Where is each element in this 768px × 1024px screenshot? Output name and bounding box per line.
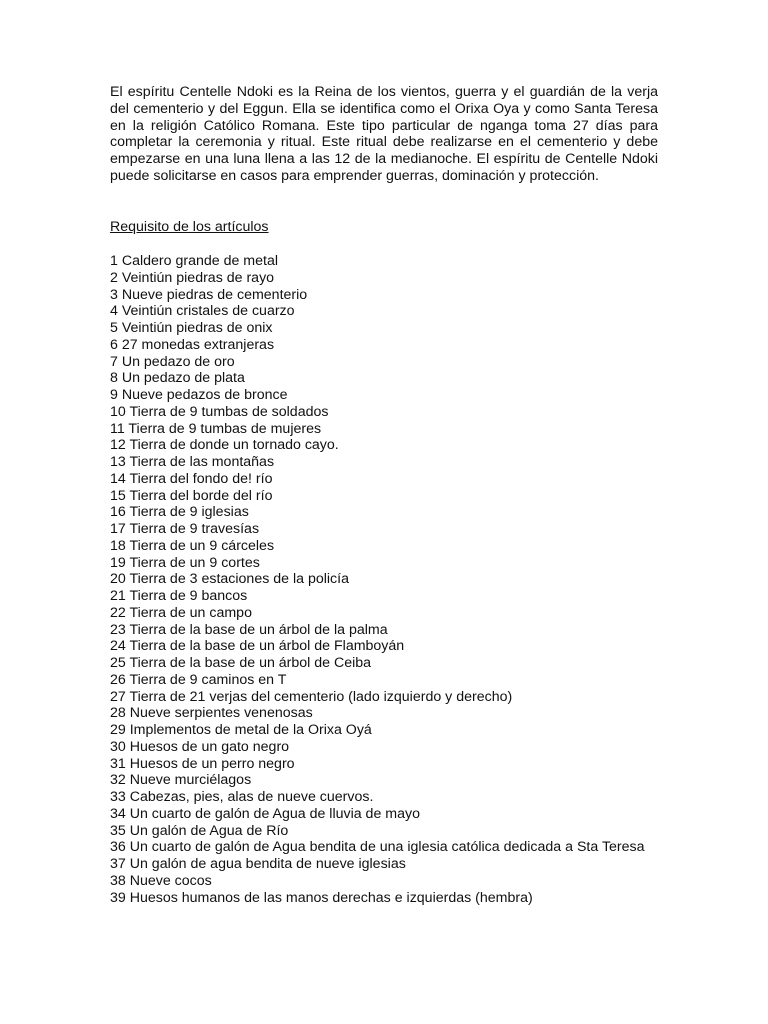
list-item: 31 Huesos de un perro negro bbox=[110, 755, 295, 772]
list-item: 14 Tierra del fondo de! río bbox=[110, 470, 273, 487]
list-item: 10 Tierra de 9 tumbas de soldados bbox=[110, 403, 329, 420]
list-item: 1 Caldero grande de metal bbox=[110, 253, 278, 269]
list-item: 33 Cabezas, pies, alas de nueve cuervos. bbox=[110, 789, 374, 805]
list-item: 5 Veintiún piedras de onix bbox=[110, 320, 273, 336]
list-item: 20 Tierra de 3 estaciones de la policía bbox=[110, 571, 349, 588]
list-item: 18 Tierra de un 9 cárceles bbox=[110, 537, 275, 554]
list-item: 12 Tierra de donde un tornado cayo. bbox=[110, 437, 339, 454]
list-item: 8 Un pedazo de plata bbox=[110, 370, 245, 387]
section-heading: Requisito de los artículos bbox=[110, 219, 269, 235]
list-item: 15 Tierra del borde del río bbox=[110, 487, 273, 504]
list-item: 13 Tierra de las montañas bbox=[110, 454, 275, 470]
list-item: 16 Tierra de 9 iglesias bbox=[110, 504, 249, 521]
list-item: 34 Un cuarto de galón de Agua de lluvia de mayo bbox=[110, 805, 420, 822]
list-item: 6 27 monedas extranjeras bbox=[110, 336, 275, 353]
list-item: 2 Veintiún piedras de rayo bbox=[110, 269, 275, 286]
list-item: 36 Un cuarto de galón de Agua bendita de una iglesia católica dedicada a Sta Teresa bbox=[110, 839, 645, 856]
list-item: 28 Nueve serpientes venenosas bbox=[110, 705, 313, 722]
list-item: 22 Tierra de un campo bbox=[110, 604, 252, 621]
list-item: 23 Tierra de la base de un árbol de la palma bbox=[110, 621, 388, 638]
list-item: 37 Un galón de agua bendita de nueve iglesias bbox=[110, 856, 406, 872]
list-item: 17 Tierra de 9 travesías bbox=[110, 521, 260, 537]
items-list bbox=[110, 253, 658, 906]
list-item: 30 Huesos de un gato negro bbox=[110, 738, 290, 755]
list-item: 39 Huesos humanos de las manos derechas e izquierdas (hembra) bbox=[110, 889, 533, 906]
list-item: 3 Nueve piedras de cementerio bbox=[110, 286, 308, 303]
list-item: 4 Veintiún cristales de cuarzo bbox=[110, 303, 295, 320]
list-item: 9 Nueve pedazos de bronce bbox=[110, 387, 288, 403]
list-item: 21 Tierra de 9 bancos bbox=[110, 588, 248, 604]
list-item: 19 Tierra de un 9 cortes bbox=[110, 554, 260, 571]
list-item: 38 Nueve cocos bbox=[110, 872, 212, 889]
list-item: 27 Tierra de 21 verjas del cementerio (lado izquierdo y derecho) bbox=[110, 688, 513, 705]
list-item: 26 Tierra de 9 caminos en T bbox=[110, 671, 287, 688]
list-item: 32 Nueve murciélagos bbox=[110, 772, 252, 789]
list-item: 24 Tierra de la base de un árbol de Flamboyán bbox=[110, 638, 405, 655]
intro-paragraph: El espíritu Centelle Ndoki es la Reina de los vientos, guerra y el guardián de la verja del cementerio y del Eggun. Ella se identifica como el Orixa Oya y como Santa Teresa en la religión Católico Romana. Este tipo particular de nganga toma 27 días para completar la ceremonia y ritual. Este ritual debe realizarse en el cementerio y debe empezarse en una luna llena a las 12 de la medianoche. El espíritu de Centelle Ndoki puede solicitarse en casos para emprender guerras, dominación y protección. bbox=[110, 84, 658, 184]
list-item: 11 Tierra de 9 tumbas de mujeres bbox=[110, 420, 322, 437]
list-item: 35 Un galón de Agua de Río bbox=[110, 822, 289, 839]
list-item: 7 Un pedazo de oro bbox=[110, 353, 235, 370]
list-item: 25 Tierra de la base de un árbol de Ceiba bbox=[110, 655, 372, 671]
list-item: 29 Implementos de metal de la Orixa Oyá bbox=[110, 722, 372, 738]
